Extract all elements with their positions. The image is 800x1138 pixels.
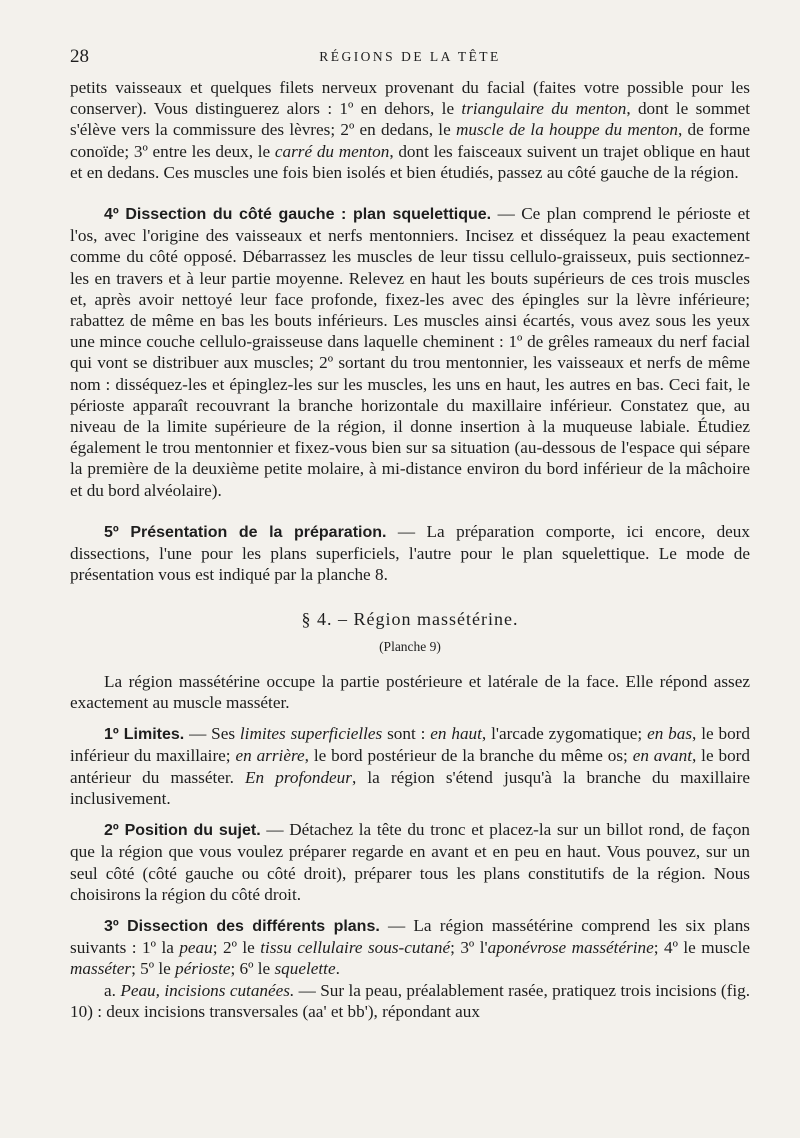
paragraph-subject-position (70, 819, 750, 905)
text-run: — Ce plan comprend le périoste et l'os, avec l'origine des vaisseaux et nerfs mentonniers. Incisez et disséquez la peau exactement comme du côté opposé. Débarrassez les muscles de leur tissu cellulo-graisseux, puis sectionnez-les en travers et à leur partie moyenne. Relevez en haut les bouts supérieurs de ces trois muscles et, après avoir nettoyé leur face profonde, fixez-les avec des épingles sur la lèvre inférieure; rabattez de même en bas les bouts inférieurs. Les muscles ainsi écartés, vous avez sous les yeux une mince couche cellulo-graisseuse dans laquelle cheminent : 1º de grêles rameaux du nerf facial qui vont se distribuer aux muscles; 2º sortant du trou mentonnier, les vaisseaux et nerfs de même nom : disséquez-les et épinglez-les sur les muscles, les uns en haut, les autres en bas. Ceci fait, le périoste apparaît recouvrant la branche horizontale du maxillaire inférieur. Constatez que, au niveau de la limite supérieure de la région, il donne insertion à la muqueuse labiale. Étudiez également le trou mentonnier et fixez-vous bien sur sa situation (au-dessous de l'espace qui sépare la première de la deuxième petite molaire, à mi-distance environ du bord inférieur de la mâchoire et du bord alvéolaire). (70, 204, 750, 500)
italic-term: triangulaire du menton (461, 99, 627, 119)
text-run: — La région massétérine comprend les six plans suivants : 1º la (70, 915, 750, 958)
italic-term: tissu cellulaire sous-cutané (260, 938, 451, 958)
text-run: — Détachez la tête du tronc et placez-la sur un billot rond, de façon que la région que vous voulez préparer regarde en avant et en peu en haut. Vous pouvez, sur un seul côté (côté gauche ou côté droit), préparer tous les plans constitutifs de la région. Nous choisirons la région du côté droit. (70, 820, 750, 904)
run-in-heading: 1º Limites. (104, 726, 185, 744)
italic-term: Peau, incisions cutanées. (120, 980, 295, 1000)
text-run: sont : (382, 724, 431, 744)
text-run: ; 3º l' (450, 938, 488, 958)
italic-term: en haut (430, 724, 482, 744)
text-run: , le bord inférieur du maxillaire; (70, 724, 750, 766)
text-run: . (335, 959, 340, 979)
section-heading: § 4. – Région massétérine. (301, 609, 519, 630)
text-run: petits vaisseaux et quelques filets nerveux provenant du facial (faites votre possible pour les conserver). Vous distinguerez alors : 1º en dehors, le (70, 78, 750, 119)
italic-term: carré du menton (274, 141, 390, 161)
page-header (70, 46, 750, 72)
italic-term: squelette (274, 959, 336, 979)
text-run: , dont les faisceaux suivent un trajet oblique en haut et en dedans. Ces muscles une fois bien isolés et bien étudiés, passez au côté gauche de la région. (70, 141, 750, 182)
text-run: , dont le sommet s'élève vers la commissure des lèvres; 2º en dedans, le (70, 99, 750, 140)
text-run: ; 2º le (212, 938, 261, 958)
italic-term: limites superficielles (239, 724, 383, 744)
italic-term: En profondeur (245, 767, 352, 787)
text-run: — Ses (184, 724, 240, 744)
text-run: La région massétérine occupe la partie postérieure et latérale de la face. Elle répond assez exactement au muscle masséter. (70, 671, 750, 713)
running-title: RÉGIONS DE LA TÊTE (319, 49, 501, 64)
run-in-heading: 2º Position du sujet. (104, 822, 261, 840)
paragraph-presentation (70, 521, 750, 586)
text-run: , la région s'étend jusqu'à la branche du maxillaire inclusivement. (70, 767, 750, 808)
page-number: 28 (70, 46, 89, 67)
text-run: , de forme conoïde; 3º entre les deux, le (70, 120, 751, 161)
text-run: a. (104, 980, 121, 1000)
italic-term: muscle de la houppe du menton (455, 120, 678, 140)
italic-term: peau (179, 938, 213, 958)
plate-reference: (Planche 9) (379, 638, 441, 654)
paragraph-limits (70, 723, 750, 809)
italic-term: aponévrose massétérine (487, 938, 654, 958)
paragraph-planes (70, 915, 750, 980)
run-in-heading: 5º Présentation de la préparation. (104, 523, 387, 541)
text-run: — La préparation comporte, ici encore, deux dissections, l'une pour les plans superficiels, l'autre pour le plan squelettique. Le mode de présentation vous est indiqué par la planche 8. (70, 521, 750, 585)
text-run: ; 6º le (230, 959, 275, 979)
run-in-heading: 3º Dissection des différents plans. (104, 917, 380, 935)
italic-term: en bas (647, 724, 693, 744)
text-run: , l'arcade zygomatique; (481, 724, 648, 744)
paragraph-intro (70, 671, 750, 713)
run-in-heading: 4º Dissection du côté gauche : plan squelettique. (104, 206, 492, 224)
text-run: , le bord postérieur de la branche du même os; (304, 746, 633, 766)
paragraph-left-side-dissection (70, 203, 750, 501)
text-run: — Sur la peau, préalablement rasée, pratiquez trois incisions (fig. 10) : deux incisions transversales (aa' et bb'), répondant aux (70, 980, 751, 1021)
text-run: ; 4º le muscle (653, 938, 750, 958)
text-run: ; 5º le (131, 959, 176, 979)
paragraph-muscles (70, 77, 750, 183)
text-run: , le bord antérieur du masséter. (70, 746, 750, 787)
italic-term: en arrière (235, 746, 305, 766)
italic-term: périoste (175, 959, 231, 979)
paragraph-skin-incisions (70, 980, 750, 1022)
italic-term: en avant (632, 746, 692, 766)
italic-term: masséter (70, 959, 132, 979)
body-text (70, 77, 750, 1022)
